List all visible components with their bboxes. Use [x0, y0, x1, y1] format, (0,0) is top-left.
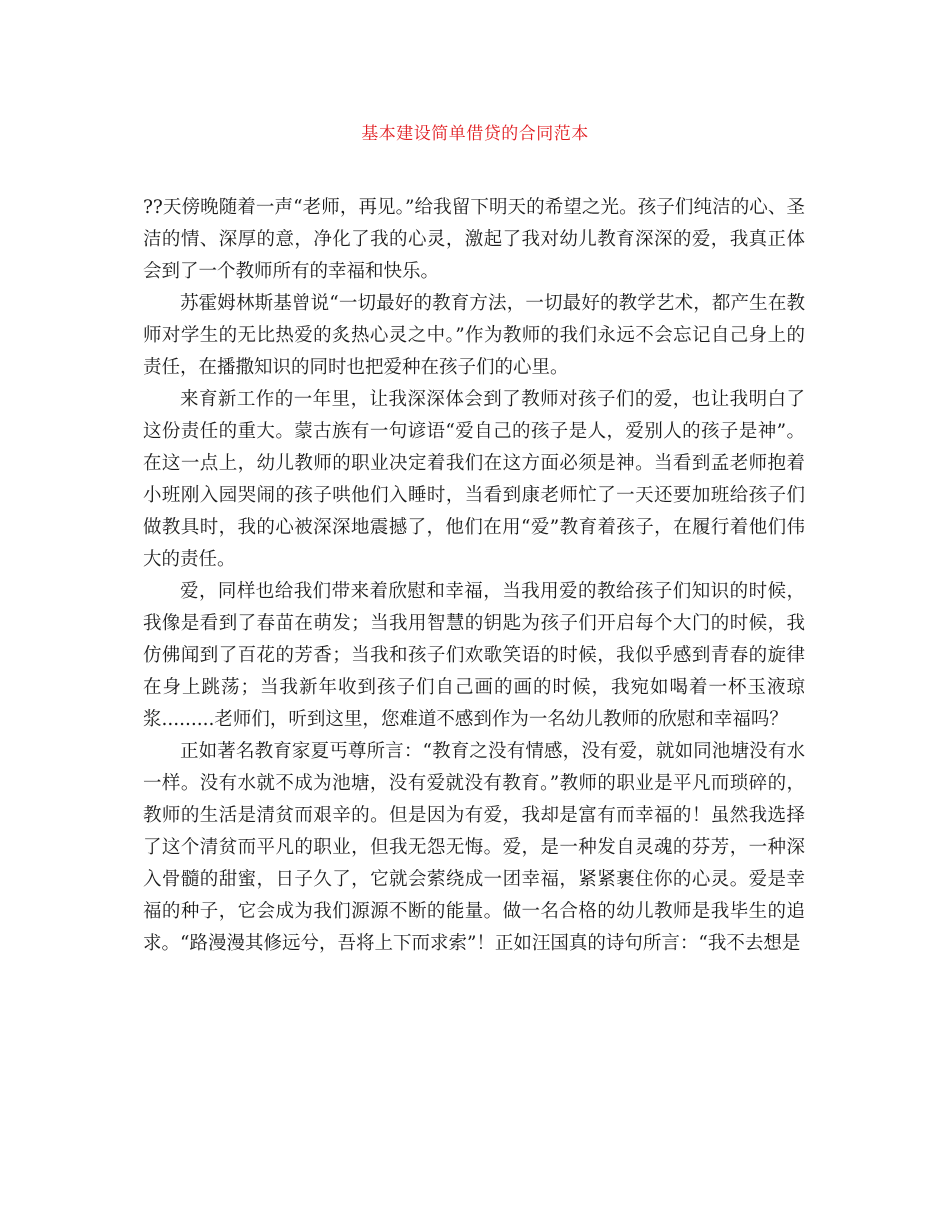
- paragraph-4: 爱，同样也给我们带来着欣慰和幸福，当我用爱的教给孩子们知识的时候，我像是看到了春苗在萌发；当我用智慧的钥匙为孩子们开启每个大门的时候，我仿佛闻到了百花的芳香；当我和孩子们欢歌笑语的时候，我似乎感到青春的旋律在身上跳荡；当我新年收到孩子们自己画的画的时候，我宛如喝着一杯玉液琼浆.........老师们，听到这里，您难道不感到作为一名幼儿教师的欣慰和幸福吗？: [143, 581, 805, 730]
- paragraph-3: 来育新工作的一年里，让我深深体会到了教师对孩子们的爱，也让我明白了这份责任的重大。蒙古族有一句谚语“爱自己的孩子是人，爱别人的孩子是神”。在这一点上，幼儿教师的职业决定着我们在这方面必须是神。当看到孟老师抱着小班刚入园哭闹的孩子哄他们入睡时，当看到康老师忙了一天还要加班给孩子们做教具时，我的心被深深地震撼了，他们在用“爱”教育着孩子，在履行着他们伟大的责任。: [143, 389, 805, 570]
- document-body: [143, 192, 805, 960]
- paragraph-2: 苏霍姆林斯基曾说“一切最好的教育方法，一切最好的教学艺术，都产生在教师对学生的无比热爱的炙热心灵之中。”作为教师的我们永远不会忘记自己身上的责任，在播撒知识的同时也把爱种在孩子们的心里。: [143, 293, 805, 378]
- paragraph-1: ??天傍晚随着一声“老师，再见。”给我留下明天的希望之光。孩子们纯洁的心、圣洁的情、深厚的意，净化了我的心灵，激起了我对幼儿教育深深的爱，我真正体会到了一个教师所有的幸福和快乐。: [143, 197, 805, 282]
- document-title: 基本建设简单借贷的合同范本: [361, 124, 589, 144]
- paragraph-5: 正如著名教育家夏丐尊所言：“教育之没有情感，没有爱，就如同池塘没有水一样。没有水就不成为池塘，没有爱就没有教育。”教师的职业是平凡而琐碎的，教师的生活是清贫而艰辛的。但是因为有爱，我却是富有而幸福的！虽然我选择了这个清贫而平凡的职业，但我无怨无悔。爱，是一种发自灵魂的芬芳，一种深入骨髓的甜蜜，日子久了，它就会萦绕成一团幸福，紧紧裹住你的心灵。爱是幸福的种子，它会成为我们源源不断的能量。做一名合格的幼儿教师是我毕生的追求。“路漫漫其修远兮，吾将上下而求索”！正如汪国真的诗句所言：“我不去想是: [143, 741, 805, 954]
